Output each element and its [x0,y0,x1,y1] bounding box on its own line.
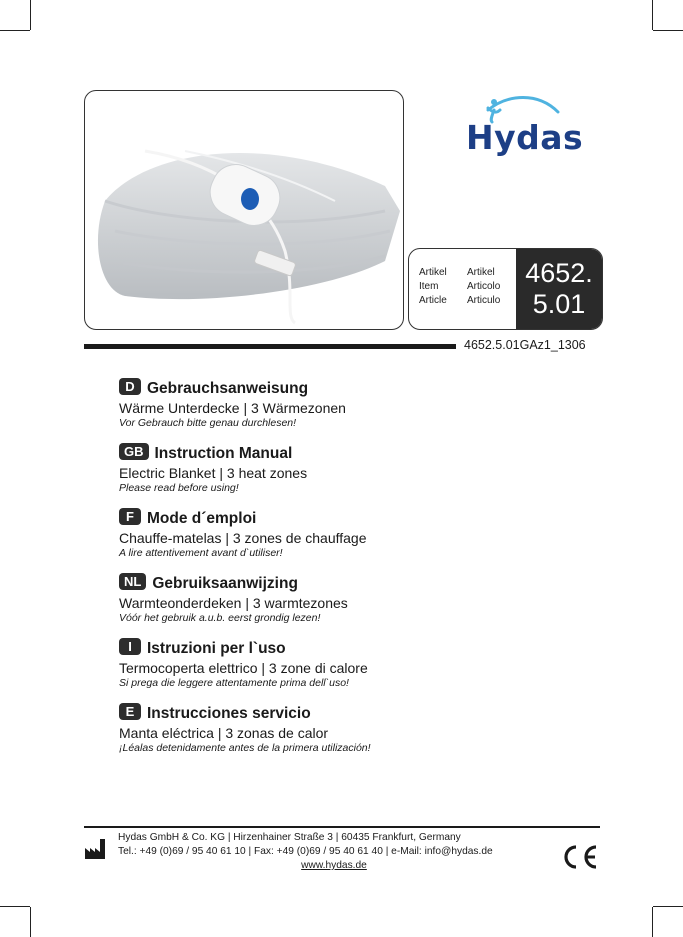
lang-title: Istruzioni per l`uso [147,640,286,657]
lang-badge: F [119,508,141,525]
lang-title: Gebrauchsanweisung [147,380,309,397]
article-label: Artikel [467,267,495,278]
lang-title: Gebruiksaanwijzing [152,575,298,592]
article-label: Articulo [467,295,501,306]
article-number-line1: 4652. [525,258,593,288]
lang-section-i [119,638,368,689]
product-photo [84,90,404,330]
lang-title: Instruction Manual [154,445,293,462]
lang-subtitle: Wärme Unterdecke | 3 Wärmezonen [119,400,346,416]
article-label: Item [419,281,439,292]
divider-rule [84,344,456,349]
crop-mark-top-right-v [652,0,653,30]
article-number-line2: 5.01 [532,289,586,319]
lang-section-f [119,508,367,559]
article-label: Article [419,295,447,306]
article-label: Artikel [419,267,447,278]
crop-mark-bottom-right-v [652,907,653,937]
lang-section-gb [119,443,307,494]
footer-line1: Hydas GmbH & Co. KG | Hirzenhainer Straße 3 | 60435 Frankfurt, Germany [118,832,461,843]
factory-icon [84,838,108,860]
footer-rule [84,826,600,828]
lang-badge: E [119,703,141,720]
lang-badge: D [119,378,141,395]
article-label: Articolo [467,281,501,292]
article-number [516,249,602,329]
lang-badge: NL [119,573,146,590]
lang-note: Vóór het gebruik a.u.b. eerst grondig lezen! [119,612,321,624]
crop-mark-top-left-v [30,0,31,30]
lang-section-e [119,703,371,754]
website-link[interactable]: www.hydas.de [301,860,367,871]
lang-note: Si prega die leggere attentamente prima dell`uso! [119,677,349,689]
lang-section-de [119,378,346,429]
footer-address [118,831,550,873]
footer-line2: Tel.: +49 (0)69 / 95 40 61 10 | Fax: +49 (0)69 / 95 40 61 40 | e-Mail: info@hydas.de [118,846,493,857]
lang-section-nl [119,573,348,624]
article-labels-col2 [467,266,500,308]
lang-subtitle: Electric Blanket | 3 heat zones [119,465,308,481]
lang-subtitle: Manta eléctrica | 3 zonas de calor [119,725,329,741]
lang-subtitle: Warmteonderdeken | 3 warmtezones [119,595,348,611]
lang-subtitle: Termocoperta elettrico | 3 zone di calore [119,660,368,676]
lang-title: Mode d´emploi [147,510,257,527]
brand-name: Hydas [466,118,584,157]
lang-note: ¡Léalas detenidamente antes de la primera utilización! [119,742,371,754]
article-labels-col1 [419,266,447,308]
lang-subtitle: Chauffe-matelas | 3 zones de chauffage [119,530,367,546]
lang-note: Please read before using! [119,482,239,494]
lang-note: Vor Gebrauch bitte genau durchlesen! [119,417,297,429]
crop-mark-bottom-left-h [0,906,30,907]
document-code: 4652.5.01GAz1_1306 [464,338,586,352]
lang-title: Instrucciones servicio [147,705,311,722]
crop-mark-bottom-left-v [30,907,31,937]
lang-badge: I [119,638,141,655]
lang-badge: GB [119,443,149,460]
electric-blanket-image [85,91,403,329]
crop-mark-bottom-right-h [653,906,683,907]
lang-note: A lire attentivement avant d`utiliser! [119,547,283,559]
article-number-box [408,248,603,330]
crop-mark-top-right-h [653,30,683,31]
ce-mark-icon [560,843,600,871]
crop-mark-top-left-h [0,30,30,31]
